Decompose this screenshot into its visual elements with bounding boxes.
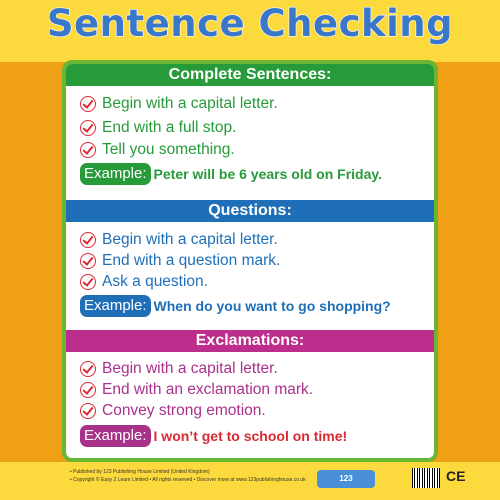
example-label: Example:: [80, 295, 151, 317]
list-item: [80, 94, 278, 114]
list-item: [80, 230, 278, 250]
example-text: When do you want to go shopping?: [153, 298, 391, 314]
list-item-text: End with an exclamation mark.: [102, 381, 314, 398]
list-item: [80, 251, 280, 271]
list-item-text: Tell you something.: [102, 141, 235, 158]
list-item-text: End with a full stop.: [102, 119, 237, 136]
footer-publisher: • Published by 123 Publishing House Limited (United Kingdom): [70, 469, 210, 475]
footer-copyright: • Copyright © Easy 2 Learn Limited • All rights reserved • Discover more at www.123publishinghouse.co.uk: [70, 477, 306, 483]
list-item-text: Begin with a capital letter.: [102, 231, 278, 248]
check-icon: [80, 96, 96, 112]
section-heading-complete: Complete Sentences:: [66, 64, 434, 86]
check-icon: [80, 274, 96, 290]
check-icon: [80, 382, 96, 398]
list-item-text: Begin with a capital letter.: [102, 360, 278, 377]
example-row: [80, 162, 382, 186]
example-label: Example:: [80, 163, 151, 185]
check-icon: [80, 361, 96, 377]
list-item: [80, 359, 278, 379]
list-item-text: Convey strong emotion.: [102, 402, 266, 419]
content-panel: [66, 64, 434, 458]
check-icon: [80, 142, 96, 158]
check-icon: [80, 403, 96, 419]
section-heading-exclamations: Exclamations:: [66, 330, 434, 352]
barcode: [412, 468, 440, 488]
list-item-text: End with a question mark.: [102, 252, 281, 269]
list-item: [80, 272, 208, 292]
ce-mark: CE: [446, 468, 466, 484]
publisher-logo: 123: [317, 470, 375, 488]
example-row: [80, 294, 391, 318]
list-item: [80, 140, 235, 160]
example-text: Peter will be 6 years old on Friday.: [153, 166, 383, 182]
example-label: Example:: [80, 425, 151, 447]
poster-title: Sentence Checking: [46, 2, 454, 45]
check-icon: [80, 120, 96, 136]
list-item: [80, 380, 313, 400]
section-heading-questions: Questions:: [66, 200, 434, 222]
list-item-text: Ask a question.: [102, 273, 208, 290]
list-item-text: Begin with a capital letter.: [102, 95, 278, 112]
example-row: [80, 424, 347, 448]
check-icon: [80, 253, 96, 269]
example-text: I won’t get to school on time!: [153, 428, 348, 444]
check-icon: [80, 232, 96, 248]
list-item: [80, 118, 236, 138]
list-item: [80, 401, 266, 421]
